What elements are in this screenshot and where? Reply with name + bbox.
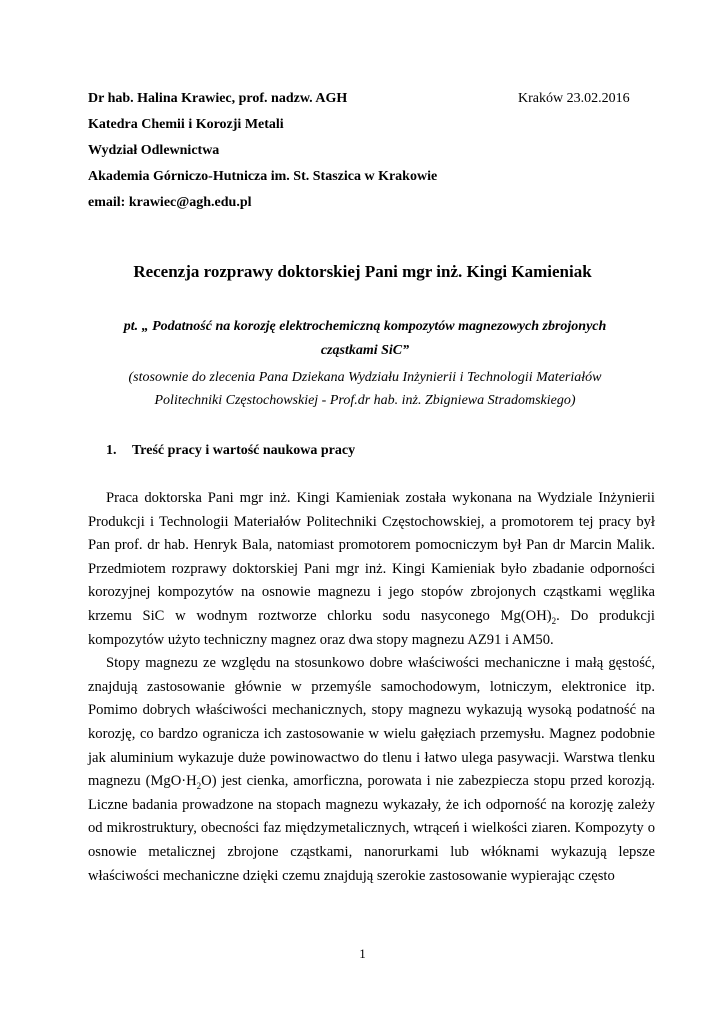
section-title: Treść pracy i wartość naukowa pracy <box>132 443 356 458</box>
university: Akademia Górniczo-Hutnicza im. St. Staszica w Krakowie <box>88 169 438 184</box>
section-number: 1. <box>106 443 117 458</box>
body-text <box>88 487 655 888</box>
commission-note: (stosownie do zlecenia Pana Dziekana Wydziału Inżynierii i Technologii Materiałów Politechniki Częstochowskiej - Prof.dr hab. inż. Zbigniewa Stradomskiego) <box>128 370 602 408</box>
author-name: Dr hab. Halina Krawiec, prof. nadzw. AGH <box>88 91 348 106</box>
department: Katedra Chemii i Korozji Metali <box>88 117 284 132</box>
paragraph-1: Praca doktorska Pani mgr inż. Kingi Kamieniak została wykonana na Wydziale Inżynierii Produkcji i Technologii Materiałów Politechniki Częstochowskiej, a promotorem tej pracy był Pan prof. dr hab. Henryk Bala, natomiast promotorem pomocniczym był Pan dr Marcin Malik. Przedmiotem rozprawy doktorskiej Pani mgr inż. Kingi Kamieniak było zbadanie odporności korozyjnej kompozytów na osnowie magnezu i jego stopów zbrojonych cząstkami węglika krzemu SiC w wodnym roztworze chlorku sodu nasyconego $Mg(OH)_2$. Do produkcji kompozytów użyto techniczny magnez oraz dwa stopy magnezu AZ91 i AM50. <box>88 490 655 648</box>
paragraph-2: Stopy magnezu ze względu na stosunkowo dobre właściwości mechaniczne i małą gęstość, znajdują zastosowanie głównie w przemyśle samochodowym, lotniczym, elektronice itp. Pomimo dobrych właściwości mechanicznych, stopy magnezu wykazują wysoką podatność na korozję, co bardzo ogranicza ich zastosowanie w wielu gałęziach przemysłu. Magnez podobnie jak aluminium wykazuje duże powinowactwo do tlenu i łatwo ulega pasywacji. Warstwa tlenku magnezu $(MgO\cdot H_2O)$ jest cienka, amorficzna, porowata i nie zabezpiecza stopu przed korozją. Liczne badania prowadzone na stopach magnezu wykazały, że ich odporność na korozję zależy od mikrostruktury, obecności faz międzymetalicznych, wtrąceń i wielkości ziaren. Kompozyty o osnowie metalicznej zbrojone cząstkami, nanorurkami lub włóknami wykazują lepsze właściwości mechaniczne dzięki czemu znajdują szerokie zastosowanie wypierając często <box>88 655 655 884</box>
email: email: krawiec@agh.edu.pl <box>88 195 252 210</box>
faculty: Wydział Odlewnictwa <box>88 143 220 158</box>
review-title: Recenzja rozprawy doktorskiej Pani mgr inż. Kingi Kamieniak <box>133 262 592 281</box>
page-number: 1 <box>359 946 366 961</box>
section-heading <box>106 440 355 462</box>
thesis-title: pt. „ Podatność na korozję elektrochemiczną kompozytów magnezowych zbrojonych cząstkami SiC” <box>123 319 607 358</box>
place-date: Kraków 23.02.2016 <box>518 91 630 106</box>
